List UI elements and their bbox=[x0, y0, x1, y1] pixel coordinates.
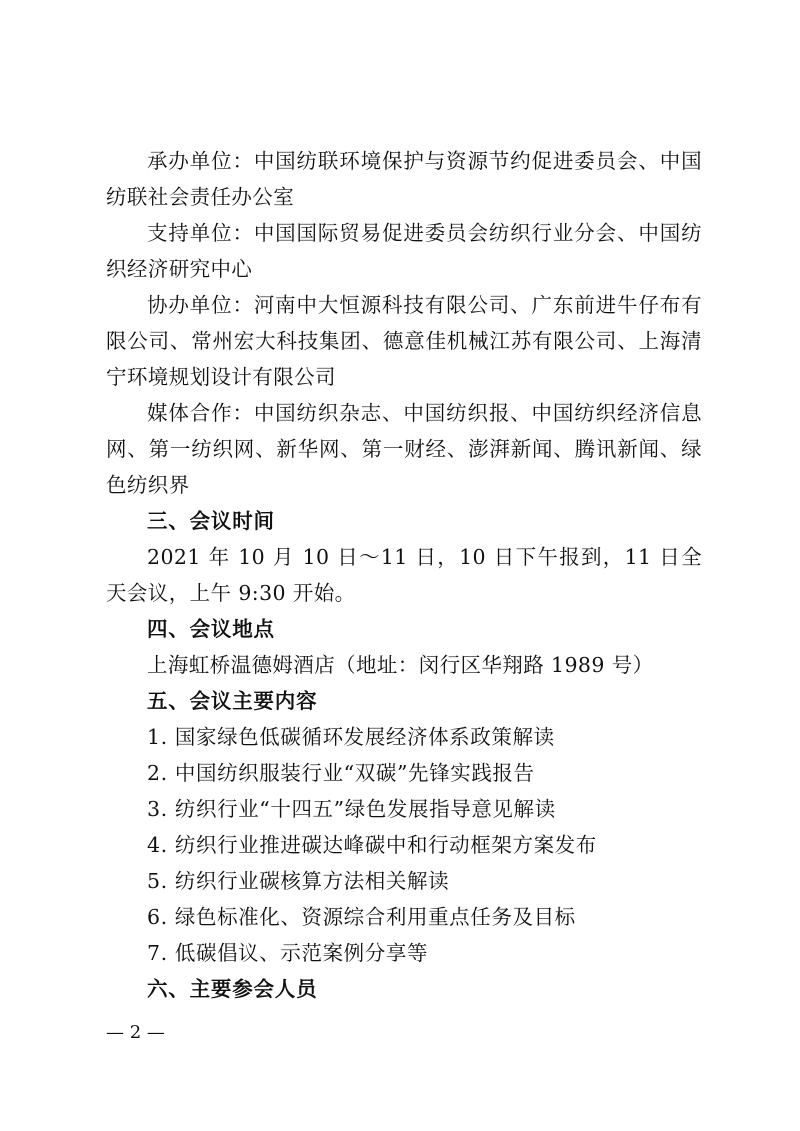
section-heading-attendees: 六、主要参会人员 bbox=[147, 977, 318, 1001]
section-heading-location: 四、会议地点 bbox=[147, 617, 275, 641]
page-number: — 2 — bbox=[106, 1022, 165, 1043]
content-list-item: 7. 低碳倡议、示范案例分享等 bbox=[147, 941, 429, 965]
content-list-item: 2. 中国纺织服装行业“双碳”先锋实践报告 bbox=[147, 761, 535, 785]
meeting-time-text: 2021 年 10 月 10 日～11 日，10 日下午报到，11 日全天会议，上午 9:30 开始。 bbox=[106, 545, 702, 605]
section-heading-time: 三、会议时间 bbox=[147, 509, 275, 533]
content-list-item: 6. 绿色标准化、资源综合利用重点任务及目标 bbox=[147, 905, 576, 929]
content-list-item: 4. 纺织行业推进碳达峰碳中和行动框架方案发布 bbox=[147, 833, 597, 857]
document-body bbox=[106, 143, 702, 1007]
media-partner-paragraph: 媒体合作：中国纺织杂志、中国纺织报、中国纺织经济信息网、第一纺织网、新华网、第一财经、澎湃新闻、腾讯新闻、绿色纺织界 bbox=[106, 401, 702, 497]
content-list-item: 1. 国家绿色低碳循环发展经济体系政策解读 bbox=[147, 725, 555, 749]
supporter-paragraph: 支持单位：中国国际贸易促进委员会纺织行业分会、中国纺织经济研究中心 bbox=[106, 221, 702, 281]
content-list-item: 3. 纺织行业“十四五”绿色发展指导意见解读 bbox=[147, 797, 556, 821]
organizer-paragraph: 承办单位：中国纺联环境保护与资源节约促进委员会、中国纺联社会责任办公室 bbox=[106, 149, 702, 209]
section-heading-content: 五、会议主要内容 bbox=[147, 689, 318, 713]
content-list-item: 5. 纺织行业碳核算方法相关解读 bbox=[147, 869, 450, 893]
meeting-location-text: 上海虹桥温德姆酒店（地址：闵行区华翔路 1989 号） bbox=[147, 653, 654, 677]
co-organizer-paragraph: 协办单位：河南中大恒源科技有限公司、广东前进牛仔布有限公司、常州宏大科技集团、德意佳机械江苏有限公司、上海清宁环境规划设计有限公司 bbox=[106, 293, 702, 389]
